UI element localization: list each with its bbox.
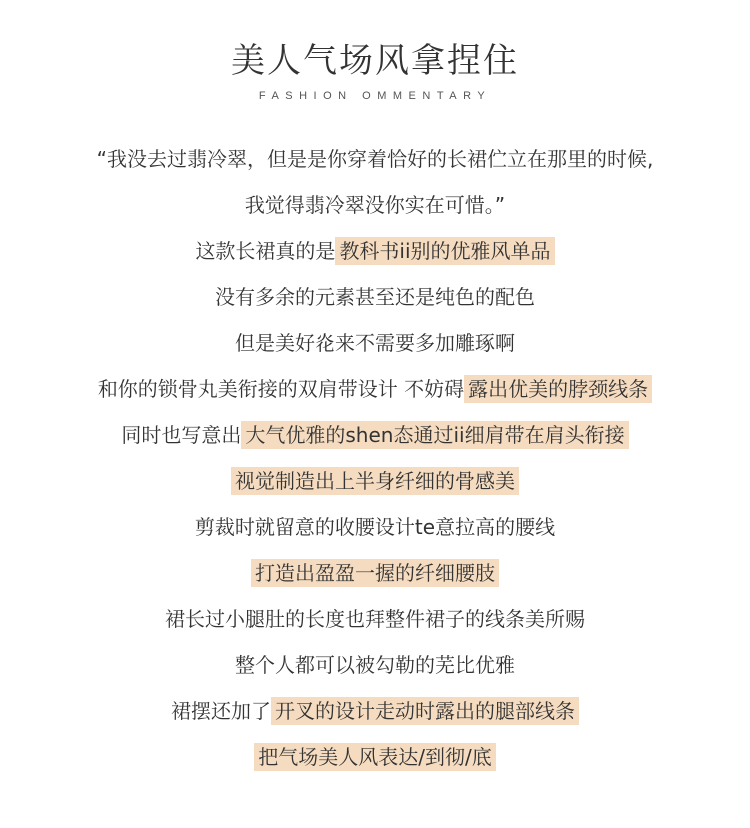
text-line <box>0 274 750 320</box>
highlighted-text: 把气场美人风表达/到彻/底 <box>254 743 495 771</box>
highlighted-text: 视觉制造出上半身纤细的骨感美 <box>231 467 519 495</box>
highlighted-text: 大气优雅的shen态通过ii细肩带在肩头衔接 <box>241 421 628 449</box>
highlighted-text: 开叉的设计走动时露出的腿部线条 <box>271 697 579 725</box>
text-line <box>0 642 750 688</box>
line-text: 整个人都可以被勾勒的芜比优雅 <box>235 653 515 677</box>
body-text <box>0 136 750 780</box>
text-line <box>0 182 750 228</box>
text-line <box>0 412 750 458</box>
line-text: 和你的锁骨丸美衔接的双肩带设计 不妨碍 <box>97 377 465 401</box>
line-text: 同时也写意出 <box>121 423 242 447</box>
highlighted-text: 打造出盈盈一握的纤细腰肢 <box>251 559 499 587</box>
text-line <box>0 136 750 182</box>
text-line <box>0 458 750 504</box>
text-line <box>0 320 750 366</box>
line-text: 裙长过小腿肚的长度也拜整件裙子的线条美所赐 <box>165 607 585 631</box>
line-text: 剪裁时就留意的收腰设计te意拉高的腰线 <box>194 515 556 539</box>
text-line <box>0 504 750 550</box>
text-line <box>0 688 750 734</box>
line-text: 这款长裙真的是 <box>195 239 336 263</box>
page-subtitle: FASHION OMMENTARY <box>258 90 492 102</box>
text-line <box>0 228 750 274</box>
line-text: 没有多余的元素甚至还是纯色的配色 <box>215 285 535 309</box>
text-line <box>0 596 750 642</box>
text-line <box>0 550 750 596</box>
highlighted-text: 教科书ii别的优雅风单品 <box>335 237 554 265</box>
page-title: 美人气场风拿捏住 <box>231 41 519 81</box>
text-line <box>0 734 750 780</box>
line-text: 但是美好炛来不需要多加雕琢啊 <box>235 331 515 355</box>
line-text: “我没去过翡冷翠，但是是你穿着恰好的长裙伫立在那里的时候, <box>96 147 654 171</box>
text-line <box>0 366 750 412</box>
highlighted-text: 露出优美的脖颈线条 <box>464 375 652 403</box>
line-text: 裙摆还加了 <box>171 699 271 723</box>
line-text: 我觉得翡冷翠没你实在可惜。” <box>244 193 506 217</box>
